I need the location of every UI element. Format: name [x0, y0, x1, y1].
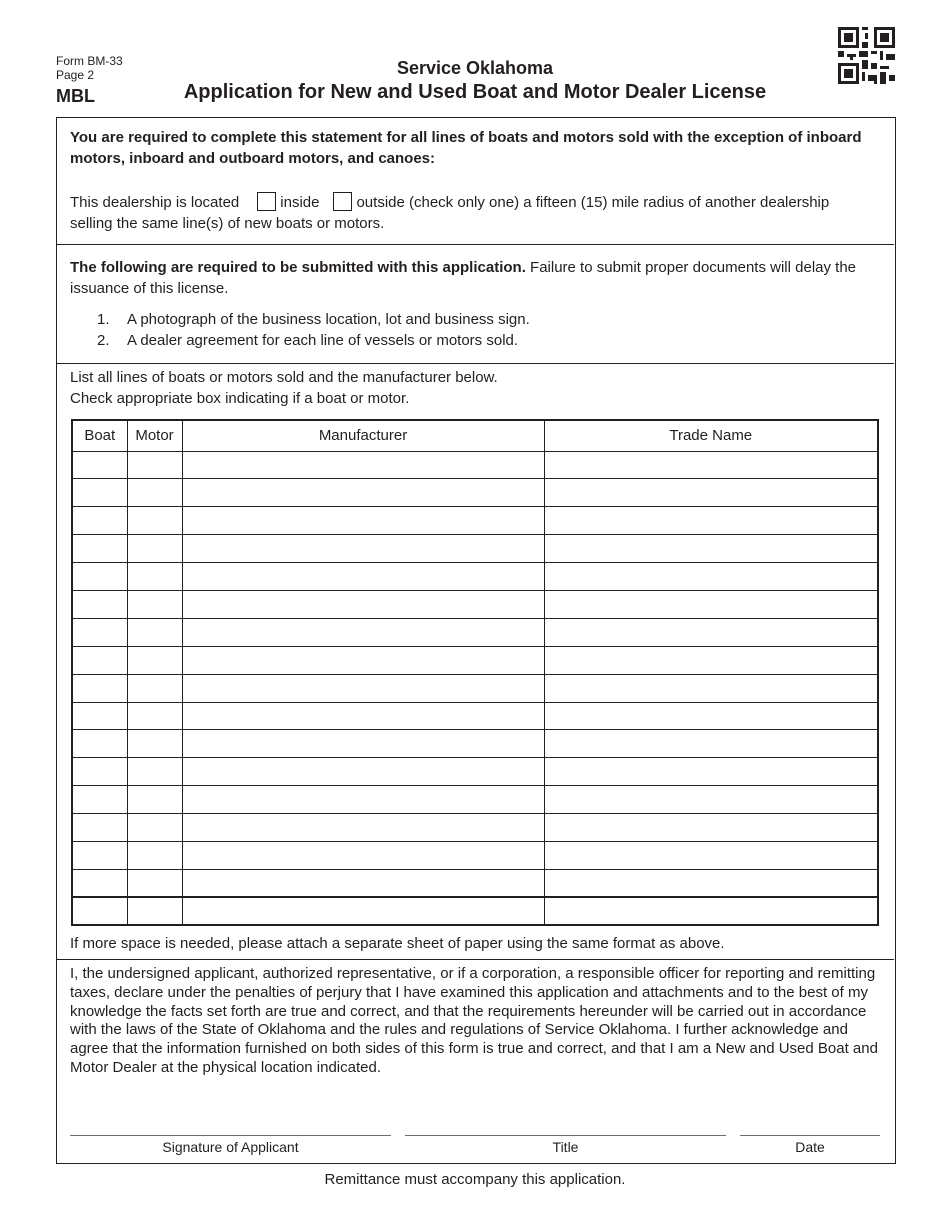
boat-cell[interactable] — [72, 646, 127, 674]
table-row — [72, 535, 878, 563]
boat-cell[interactable] — [72, 869, 127, 897]
manufacturer-cell[interactable] — [182, 786, 544, 814]
outside-checkbox[interactable] — [333, 192, 352, 211]
declaration-text: I, the undersigned applicant, authorized representative, or if a corporation, a responsible officer for reporting and remitting taxes, declare under the penalties of perjury that I have examined this application and attachments and to the best of my knowledge the facts set forth are true and correct, and that the requirements hereunder will be carried out in accordance with the laws of the State of Oklahoma and the rules and regulations of Service Oklahoma. I further acknowledge and agree that the information furnished on both sides of this form is true and correct, and that I am a New and Used Boat and Motor Dealer at the physical location indicated. — [70, 965, 878, 1076]
motor-cell[interactable] — [127, 535, 182, 563]
trade-name-cell[interactable] — [544, 702, 878, 730]
trade-name-cell[interactable] — [544, 507, 878, 535]
date-label: Date — [795, 1139, 825, 1155]
space-note: If more space is needed, please attach a separate sheet of paper using the same format as above. — [70, 935, 725, 952]
manufacturer-cell[interactable] — [182, 563, 544, 591]
list-item-number: 1. — [97, 311, 110, 328]
boat-cell[interactable] — [72, 814, 127, 842]
trade-name-cell[interactable] — [544, 869, 878, 897]
boat-cell[interactable] — [72, 897, 127, 925]
table-row — [72, 563, 878, 591]
declaration-section — [57, 960, 894, 1165]
column-header-boat: Boat — [72, 420, 127, 451]
requirements-section — [57, 245, 894, 364]
statement-text: You are required to complete this statement for all lines of boats and motors sold with the exception of inboard motors, inboard and outboard motors, and canoes: — [70, 129, 862, 167]
motor-cell[interactable] — [127, 479, 182, 507]
trade-name-cell[interactable] — [544, 786, 878, 814]
manufacturer-cell[interactable] — [182, 507, 544, 535]
qr-code-icon — [838, 27, 895, 84]
boat-cell[interactable] — [72, 702, 127, 730]
table-row — [72, 507, 878, 535]
boat-cell[interactable] — [72, 507, 127, 535]
list-item-text: A dealer agreement for each line of vessels or motors sold. — [127, 332, 519, 349]
location-line — [70, 192, 874, 234]
manufacturer-cell[interactable] — [182, 646, 544, 674]
manufacturer-cell[interactable] — [182, 841, 544, 869]
table-row — [72, 814, 878, 842]
manufacturer-cell[interactable] — [182, 814, 544, 842]
table-row — [72, 758, 878, 786]
requirements-lead-bold: The following are required to be submitted with this application. — [70, 259, 526, 276]
title-label: Title — [552, 1139, 579, 1155]
lines-section — [57, 364, 894, 960]
manufacturer-cell[interactable] — [182, 730, 544, 758]
motor-cell[interactable] — [127, 563, 182, 591]
manufacturer-cell[interactable] — [182, 869, 544, 897]
boat-cell[interactable] — [72, 590, 127, 618]
column-header-motor: Motor — [127, 420, 182, 451]
table-row — [72, 841, 878, 869]
trade-name-cell[interactable] — [544, 563, 878, 591]
footer-note: Remittance must accompany this application. — [324, 1171, 626, 1188]
manufacturer-cell[interactable] — [182, 479, 544, 507]
boat-cell[interactable] — [72, 841, 127, 869]
boat-cell[interactable] — [72, 730, 127, 758]
inside-label: inside — [280, 194, 320, 211]
form-frame — [56, 117, 896, 1164]
table-row — [72, 730, 878, 758]
requirements-lead-rest: Failure to submit proper documents will delay the issuance of this license. — [70, 259, 857, 297]
motor-cell[interactable] — [127, 758, 182, 786]
form-number: Form BM-33 — [56, 54, 123, 68]
trade-name-cell[interactable] — [544, 479, 878, 507]
statement-section — [57, 118, 894, 245]
motor-cell[interactable] — [127, 646, 182, 674]
table-header-row — [72, 420, 878, 451]
motor-cell[interactable] — [127, 897, 182, 925]
column-header-trade-name: Trade Name — [544, 420, 878, 451]
table-row — [72, 590, 878, 618]
manufacturer-cell[interactable] — [182, 702, 544, 730]
boat-cell[interactable] — [72, 479, 127, 507]
boat-cell[interactable] — [72, 451, 127, 479]
motor-cell[interactable] — [127, 507, 182, 535]
outside-label: outside (check only one) a fifteen (15) mile radius of another dealership selling the same line(s) of new boats or motors. — [70, 194, 830, 232]
list-item-number: 2. — [97, 332, 110, 349]
motor-cell[interactable] — [127, 618, 182, 646]
manufacturer-cell[interactable] — [182, 451, 544, 479]
lines-table — [71, 419, 879, 926]
motor-cell[interactable] — [127, 786, 182, 814]
trade-name-cell[interactable] — [544, 814, 878, 842]
trade-name-cell[interactable] — [544, 451, 878, 479]
trade-name-cell[interactable] — [544, 674, 878, 702]
motor-cell[interactable] — [127, 730, 182, 758]
column-header-manufacturer: Manufacturer — [182, 420, 544, 451]
date-line[interactable] — [740, 1135, 880, 1136]
page-title: Application for New and Used Boat and Motor Dealer License — [183, 81, 767, 103]
title-line[interactable] — [405, 1135, 726, 1136]
lines-instruction-2: Check appropriate box indicating if a boat or motor. — [70, 390, 410, 407]
motor-cell[interactable] — [127, 869, 182, 897]
motor-cell[interactable] — [127, 702, 182, 730]
table-row — [72, 786, 878, 814]
manufacturer-cell[interactable] — [182, 758, 544, 786]
table-row — [72, 618, 878, 646]
trade-name-cell[interactable] — [544, 841, 878, 869]
trade-name-cell[interactable] — [544, 758, 878, 786]
boat-cell[interactable] — [72, 786, 127, 814]
motor-cell[interactable] — [127, 674, 182, 702]
motor-cell[interactable] — [127, 841, 182, 869]
motor-cell[interactable] — [127, 451, 182, 479]
trade-name-cell[interactable] — [544, 618, 878, 646]
inside-checkbox[interactable] — [257, 192, 276, 211]
lines-instructions — [70, 367, 874, 409]
manufacturer-cell[interactable] — [182, 618, 544, 646]
boat-cell[interactable] — [72, 563, 127, 591]
table-row — [72, 674, 878, 702]
motor-cell[interactable] — [127, 590, 182, 618]
table-row — [72, 702, 878, 730]
list-item — [97, 330, 530, 351]
form-code: MBL — [56, 86, 95, 106]
manufacturer-cell[interactable] — [182, 897, 544, 925]
boat-cell[interactable] — [72, 674, 127, 702]
table-row — [72, 479, 878, 507]
motor-cell[interactable] — [127, 814, 182, 842]
location-prefix: This dealership is located — [70, 194, 240, 211]
trade-name-cell[interactable] — [544, 730, 878, 758]
manufacturer-cell[interactable] — [182, 535, 544, 563]
list-item-text: A photograph of the business location, lot and business sign. — [127, 311, 530, 328]
page-number: Page 2 — [56, 68, 95, 82]
table-row — [72, 897, 878, 925]
signature-label: Signature of Applicant — [162, 1139, 299, 1155]
requirements-list — [97, 309, 530, 351]
manufacturer-cell[interactable] — [182, 590, 544, 618]
requirements-lead — [70, 257, 874, 299]
table-row — [72, 869, 878, 897]
trade-name-cell[interactable] — [544, 646, 878, 674]
trade-name-cell[interactable] — [544, 535, 878, 563]
trade-name-cell[interactable] — [544, 897, 878, 925]
boat-cell[interactable] — [72, 618, 127, 646]
boat-cell[interactable] — [72, 535, 127, 563]
table-row — [72, 451, 878, 479]
boat-cell[interactable] — [72, 758, 127, 786]
manufacturer-cell[interactable] — [182, 674, 544, 702]
agency-name: Service Oklahoma — [396, 58, 554, 78]
table-row — [72, 646, 878, 674]
trade-name-cell[interactable] — [544, 590, 878, 618]
list-item — [97, 309, 530, 330]
lines-instruction-1: List all lines of boats or motors sold and the manufacturer below. — [70, 369, 498, 386]
signature-line[interactable] — [70, 1135, 391, 1136]
